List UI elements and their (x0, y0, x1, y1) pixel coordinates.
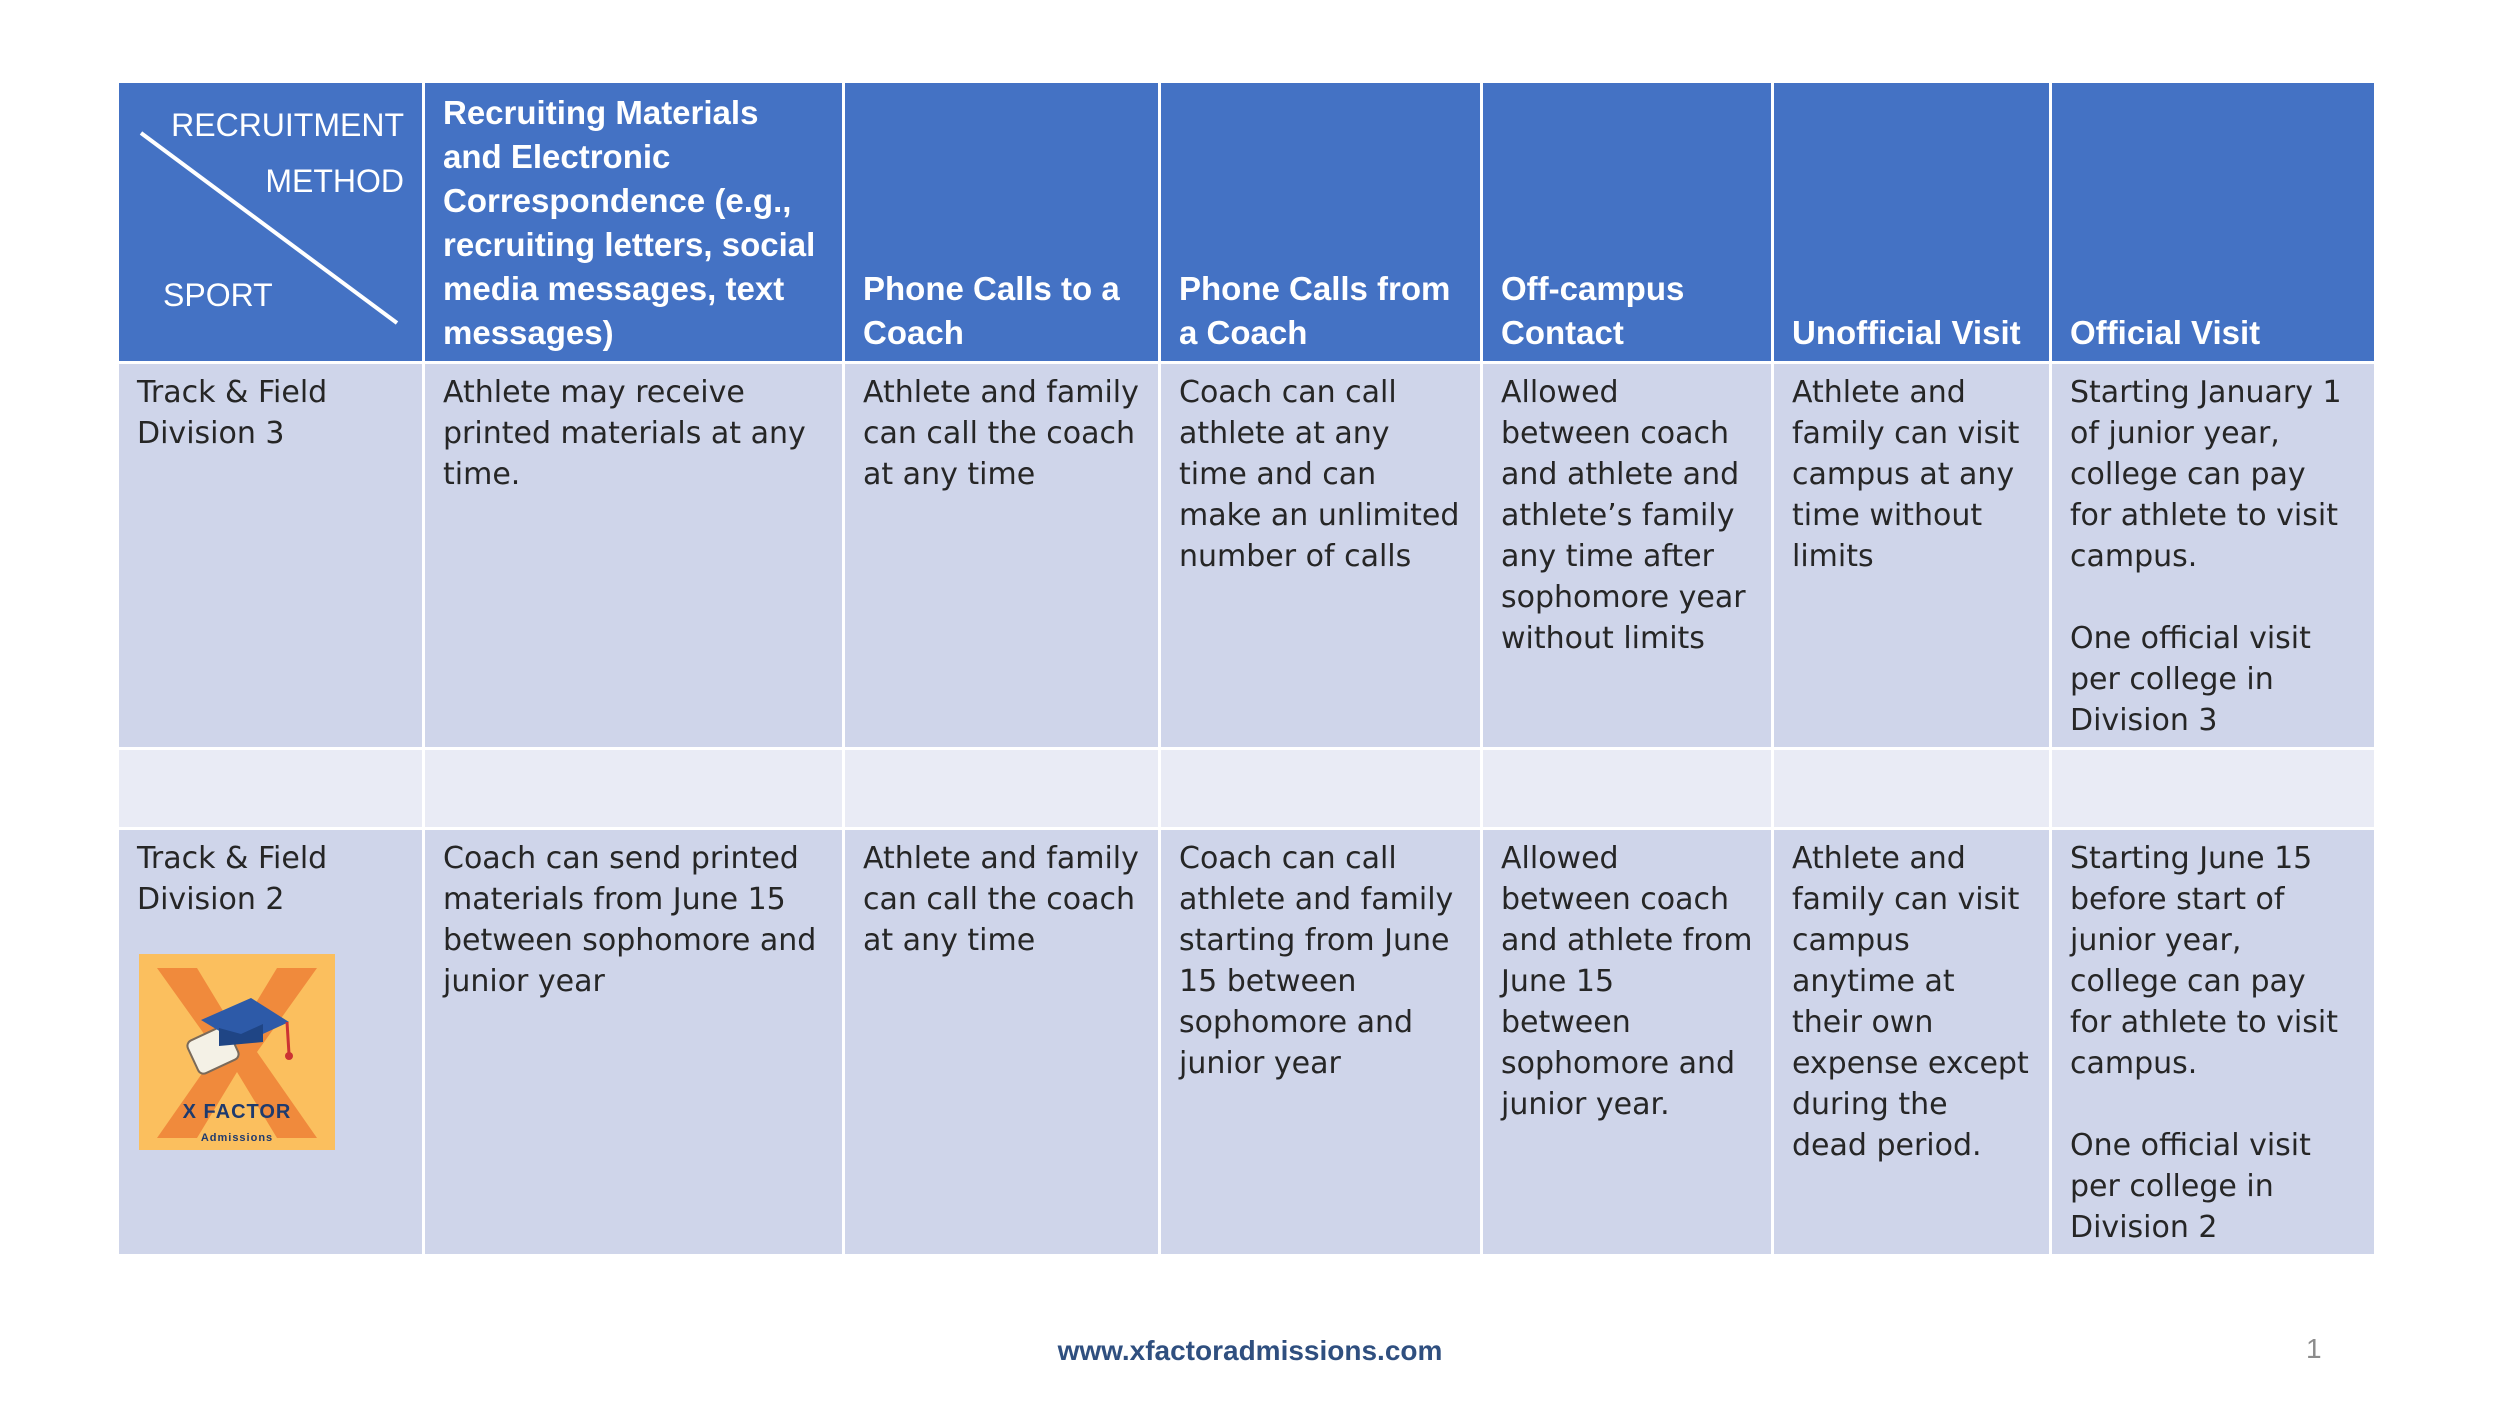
table-row-division-3 (118, 363, 2376, 749)
spacer-row (118, 749, 2376, 829)
table-row-division-2 (118, 829, 2376, 1256)
header-phone-calls-from-coach: Phone Calls from a Coach (1160, 82, 1482, 363)
spacer-cell (1482, 749, 1773, 829)
footer-url-link[interactable]: www.xfactoradmissions.com (1057, 1335, 1443, 1366)
header-unofficial-visit: Unofficial Visit (1773, 82, 2051, 363)
recruiting-rules-table (116, 80, 2377, 1257)
spacer-cell (118, 749, 424, 829)
header-phone-calls-to-coach: Phone Calls to a Coach (844, 82, 1160, 363)
cell-off-campus-contact: Allowed between coach and athlete from June 15 between sophomore and junior year. (1482, 829, 1773, 1256)
cell-phone-calls-from-coach: Coach can call athlete and family starting from June 15 between sophomore and junior year (1160, 829, 1482, 1256)
corner-label-recruitment: RECRUITMENT (171, 107, 404, 143)
spacer-cell (424, 749, 844, 829)
cell-unofficial-visit: Athlete and family can visit campus at any time without limits (1773, 363, 2051, 749)
spacer-cell (1773, 749, 2051, 829)
cell-off-campus-contact: Allowed between coach and athlete and athlete’s family any time after sophomore year without limits (1482, 363, 1773, 749)
logo-subtitle: Admissions (200, 1132, 274, 1144)
header-official-visit: Official Visit (2051, 82, 2376, 363)
sport-cell-with-logo (118, 829, 424, 1256)
cell-official-visit: Starting June 15 before start of junior year, college can pay for athlete to visit campus. One official visit per college in Division 2 (2051, 829, 2376, 1256)
cell-recruiting-materials: Athlete may receive printed materials at any time. (424, 363, 844, 749)
sport-cell: Track & Field Division 3 (118, 363, 424, 749)
corner-label-method: METHOD (265, 163, 404, 199)
cell-official-visit: Starting January 1 of junior year, college can pay for athlete to visit campus. One official visit per college in Division 3 (2051, 363, 2376, 749)
x-factor-logo (139, 954, 335, 1150)
cell-phone-calls-to-coach: Athlete and family can call the coach at any time (844, 363, 1160, 749)
page-number: 1 (2306, 1333, 2322, 1364)
spacer-cell (2051, 749, 2376, 829)
sport-label: Track & Field Division 2 (137, 841, 328, 917)
cell-unofficial-visit: Athlete and family can visit campus anytime at their own expense except during the dead period. (1773, 829, 2051, 1256)
cell-phone-calls-to-coach: Athlete and family can call the coach at any time (844, 829, 1160, 1256)
header-row (118, 82, 2376, 363)
logo-name: X FACTOR (182, 1101, 292, 1123)
corner-header-cell (118, 82, 424, 363)
corner-label-sport: SPORT (163, 277, 273, 313)
cell-phone-calls-from-coach: Coach can call athlete at any time and can make an unlimited number of calls (1160, 363, 1482, 749)
cell-recruiting-materials: Coach can send printed materials from June 15 between sophomore and junior year (424, 829, 844, 1256)
spacer-cell (844, 749, 1160, 829)
spacer-cell (1160, 749, 1482, 829)
header-off-campus-contact: Off-campus Contact (1482, 82, 1773, 363)
header-recruiting-materials: Recruiting Materials and Electronic Correspondence (e.g., recruiting letters, social media messages, text messages) (424, 82, 844, 363)
